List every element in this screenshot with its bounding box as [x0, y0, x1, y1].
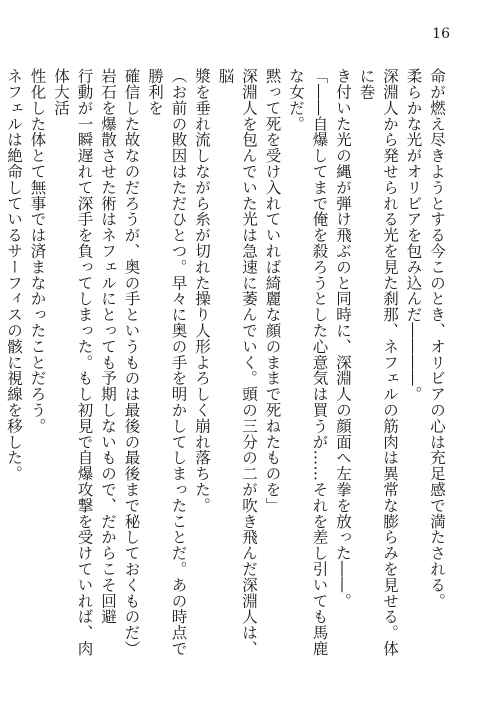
text-line: 深淵人を包んでいた光は急速に萎んでいく。頭の三分の二が吹き飛んだ深淵人は、脳	[216, 68, 258, 657]
text-line: 性化した体とて無事では済まなかったことだろう。	[28, 68, 47, 434]
text-line: 行動が一瞬遅れて深手を負ってしまった。もし初見で自爆攻撃を受けていれば、肉体大活	[52, 68, 94, 657]
text-line: 岩石を爆散させた術はネフェルにとっても予期しないもので、だからこそ回避	[99, 68, 117, 625]
text-line: き付いた光の縄が弾け飛ぶのと同時に、深淵人の顔面へ左拳を放った――。	[334, 68, 352, 609]
text-line: 「――自爆してまで俺を殺ろうとした心意気は買うが……それを差し引いても馬鹿な女だ。	[287, 68, 329, 657]
text-line: 深淵人から発せられる光を見た刹那、ネフェルの筋肉は異常な膨らみを見せる。体に巻	[357, 68, 399, 657]
text-line: 確信した故なのだろうが、奥の手というものは最後の最後まで秘しておくものだ）	[122, 68, 141, 657]
text-line: 柔らかな光がオリビアを包み込んだ――――。	[404, 68, 423, 402]
text-line: ネフェルは絶命しているサーフィスの骸に視線を移した。	[5, 68, 23, 482]
text-line: 漿を垂れ流しながら糸が切れた操り人形よろしく崩れ落ちた。	[193, 68, 211, 514]
text-line: 黙って死を受け入れていれば綺麗な顔のままで死ねたものを」	[263, 68, 282, 514]
text-line: （お前の敗因はただひとつ。早々に奥の手を明かしてしまったことだ。あの時点で勝利を	[146, 68, 188, 657]
page-number: 16	[432, 26, 450, 42]
text-line: 命が燃え尽きようとする今このとき、オリビアの心は充足感で満たされる。	[428, 68, 446, 609]
vertical-text-body	[5, 68, 448, 668]
